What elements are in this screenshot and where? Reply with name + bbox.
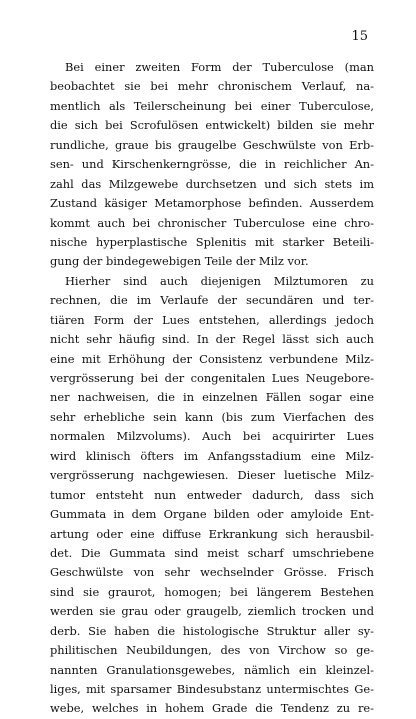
text-line: tumor entsteht nun entweder dadurch, dass sich: [50, 487, 374, 502]
text-line: ner nachweisen, die in einzelnen Fällen sogar eine: [50, 390, 374, 405]
text-line: nicht sehr häufig sind. In der Regel lässt sich auch: [50, 332, 374, 347]
text-line: zahl das Milzgewebe durchsetzen und sich stets im: [50, 176, 374, 191]
text-line: tiären Form der Lues entstehen, allerdings jedoch: [50, 312, 374, 327]
text-line: beobachtet sie bei mehr chronischem Verlauf, na-: [50, 79, 374, 94]
text-line: nannten Granulationsgewebes, nämlich ein kleinzel-: [50, 662, 374, 677]
text-line: sen- und Kirschenkerngrösse, die in reichlicher An-: [50, 157, 374, 172]
text-line: nische hyperplastische Splenitis mit starker Beteili-: [50, 234, 374, 249]
text-line: sind sie graurot, homogen; bei längerem Bestehen: [50, 584, 374, 599]
body-text: [50, 58, 374, 719]
text-line: liges, mit sparsamer Bindesubstanz untermischtes Ge-: [50, 682, 374, 696]
text-line: Gummata in dem Organe bilden oder amyloide Ent-: [50, 507, 374, 522]
page-number: 15: [351, 29, 368, 44]
text-line: vergrösserung nachgewiesen. Dieser luetische Milz-: [50, 468, 374, 483]
text-line: artung oder eine diffuse Erkrankung sich herausbil-: [50, 526, 374, 541]
text-line: normalen Milzvolums). Auch bei acquirirter Lues: [50, 429, 374, 444]
text-line: mentlich als Teilerscheinung bei einer Tuberculose,: [50, 98, 374, 113]
text-line: kommt auch bei chronischer Tuberculose eine chro-: [50, 215, 374, 230]
text-line: det. Die Gummata sind meist scharf umschriebene: [50, 545, 374, 560]
text-line: werden sie grau oder graugelb, ziemlich trocken und: [50, 604, 374, 619]
text-line: rechnen, die im Verlaufe der secundären und ter-: [50, 293, 374, 308]
text-line: Bei einer zweiten Form der Tuberculose (man: [65, 60, 374, 74]
text-line: eine mit Erhöhung der Consistenz verbundene Milz-: [50, 351, 374, 366]
text-line: Hierher sind auch diejenigen Milztumoren zu: [65, 273, 374, 288]
text-line: Geschwülste von sehr wechselnder Grösse. Frisch: [50, 565, 374, 580]
text-line: wird klinisch öfters im Anfangsstadium eine Milz-: [50, 448, 374, 463]
text-line: derb. Sie haben die histologische Struktur aller sy-: [50, 623, 374, 638]
text-line: rundliche, graue bis graugelbe Geschwülste von Erb-: [50, 137, 374, 152]
text-line: philitischen Neubildungen, des von Virchow so ge-: [50, 643, 374, 658]
text-line: sehr erhebliche sein kann (bis zum Vierfachen des: [50, 409, 374, 424]
text-line: die sich bei Scrofulösen entwickelt) bilden sie mehr: [50, 118, 374, 133]
text-line: vergrösserung bei der congenitalen Lues Neugebore-: [50, 371, 374, 385]
text-line: webe, welches in hohem Grade die Tendenz zu re-: [50, 701, 374, 716]
text-line: Zustand käsiger Metamorphose befinden. Ausserdem: [50, 196, 374, 211]
text-line: gung der bindegewebigen Teile der Milz vor.: [50, 254, 309, 269]
